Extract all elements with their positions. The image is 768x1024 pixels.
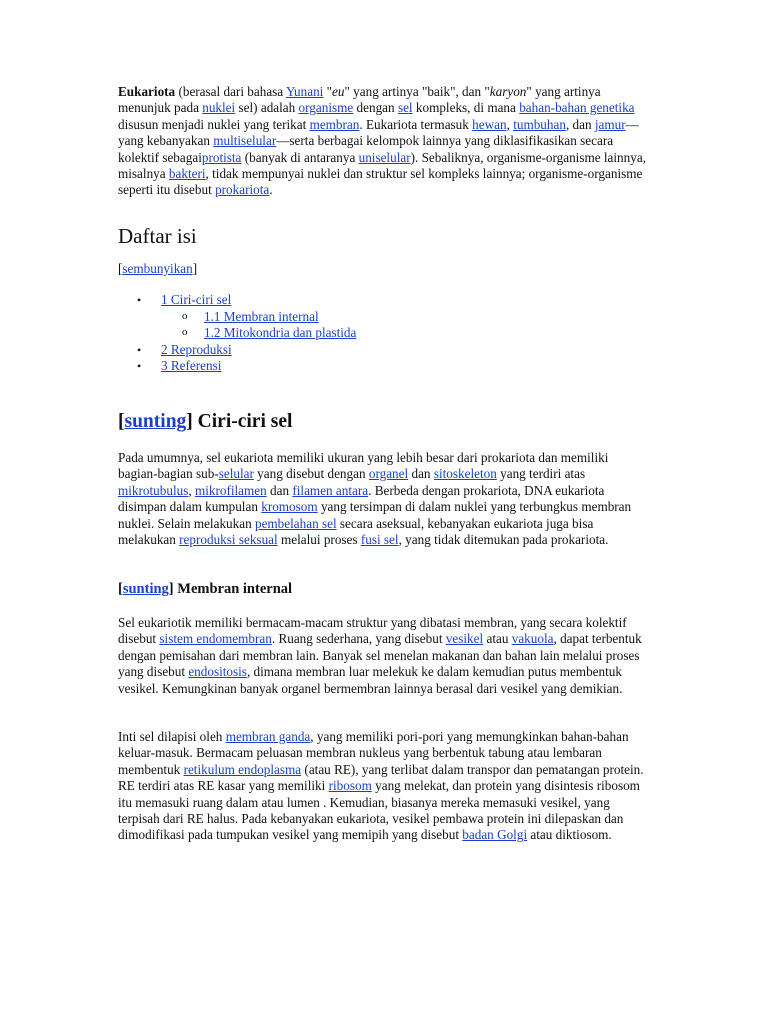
link-kromosom[interactable]: kromosom [261, 499, 318, 515]
toc-toggle: [sembunyikan] [118, 261, 198, 276]
link-protista[interactable]: protista [201, 149, 242, 165]
link-vakuola[interactable]: vakuola [511, 631, 554, 647]
membran-paragraph-2: Inti sel dilapisi oleh membran ganda, yang memiliki pori-pori yang memungkinkan bahan-bahan keluar-masuk. Bermacam peluasan membran nukleus yang berbentuk tabung atau lembaran membentuk retikulum endoplasma (atau RE), yang terlibat dalam transpor dan pematangan protein. RE terdiri atas RE kasar yang memiliki ribosom yang melekat, dan protein yang disintesis ribosom itu memasuki ruang dalam atau lumen . Kemudian, biasanya mereka memasuki vesikel, yang terpisah dari RE halus. Pada kebanyakan eukariota, vesikel pembawa protein ini dilepaskan dan dimodifikasi pada tumpukan vesikel yang memipih yang disebut badan Golgi atau diktiosom. [118, 729, 644, 843]
link-organisme[interactable]: organisme [298, 100, 354, 116]
link-filamen-antara[interactable]: filamen antara [292, 482, 369, 498]
link-pembelahan-sel[interactable]: pembelahan sel [254, 515, 337, 531]
link-fusi-sel[interactable]: fusi sel [360, 532, 399, 548]
link-vesikel[interactable]: vesikel [445, 631, 484, 647]
toc-title: Daftar isi [118, 224, 197, 248]
link-jamur[interactable]: jamur [594, 116, 626, 132]
link-mikrotubulus[interactable]: mikrotubulus [118, 482, 189, 498]
link-badan-golgi[interactable]: badan Golgi [462, 827, 528, 843]
link-uniselular[interactable]: uniselular [358, 149, 411, 165]
edit-link-membran-internal[interactable]: sunting [122, 581, 169, 597]
table-of-contents [118, 292, 518, 375]
link-membran-ganda[interactable]: membran ganda [225, 729, 311, 744]
link-tumbuhan[interactable]: tumbuhan [513, 116, 566, 132]
link-membran[interactable]: membran [309, 116, 360, 132]
toc-item [118, 342, 518, 359]
toc-link-membran-internal[interactable]: 1.1 Membran internal [204, 308, 319, 324]
membran-paragraph-1: Sel eukariotik memiliki bermacam-macam struktur yang dibatasi membran, yang secara kolektif disebut sistem endomembran. Ruang sederhana, yang disebut vesikel atau vakuola, dapat terbentuk dengan pemisahan dari membran lain. Banyak sel menelan makanan dan bahan lain melalui proses yang disebut endositosis, dimana membran luar melekuk ke dalam kemudian putus membentuk vesikel. Kemungkinan banyak organel bermembran lainnya berasal dari vesikel yang demikian. [118, 615, 642, 696]
toc-item [118, 358, 518, 375]
intro-paragraph: Eukariota (berasal dari bahasa Yunani "eu" yang artinya "baik", dan "karyon" yang artinya menunjuk pada nuklei sel) adalah organisme dengan sel kompleks, di mana bahan-bahan genetika disusun menjadi nuklei yang terikat membran. Eukariota termasuk hewan, tumbuhan, dan jamur—yang kebanyakan multiselular—serta berbagai kelompok lainnya yang diklasifikasikan secara kolektif sebagaiprotista (banyak di antaranya uniselular). Sebaliknya, organisme-organisme lainnya, misalnya bakteri, tidak mempunyai nuklei dan struktur sel kompleks lainnya; organisme-organisme seperti itu disebut prokariota. [118, 84, 646, 198]
link-bahan-genetika[interactable]: bahan-bahan genetika [519, 100, 635, 116]
term-eukariota: Eukariota [118, 84, 176, 99]
link-endositosis[interactable]: endositosis [188, 664, 247, 680]
toc-link-ciri-sel[interactable]: 1 Ciri-ciri sel [161, 292, 232, 307]
toc-link-referensi[interactable]: 3 Referensi [161, 358, 222, 373]
link-ribosom[interactable]: ribosom [328, 778, 372, 794]
section-heading-membran-internal: [sunting] Membran internal [118, 581, 293, 597]
toc-item [118, 309, 518, 326]
link-organel[interactable]: organel [368, 466, 409, 482]
link-sel[interactable]: sel [397, 100, 413, 116]
edit-link-ciri-sel[interactable]: sunting [124, 411, 187, 432]
toc-item [118, 325, 518, 342]
link-nuklei[interactable]: nuklei [202, 100, 236, 116]
ciri-sel-paragraph: Pada umumnya, sel eukariota memiliki ukuran yang lebih besar dari prokariota dan memiliki bagian-bagian sub-selular yang disebut dengan organel dan sitoskeleton yang terdiri atas mikrotubulus, mikrofilamen dan filamen antara. Berbeda dengan prokariota, DNA eukariota disimpan dalam kumpulan kromosom yang tersimpan di dalam nuklei yang terbungkus membran nuklei. Selain melakukan pembelahan sel secara aseksual, kebanyakan eukariota juga bisa melakukan reproduksi seksual melalui proses fusi sel, yang tidak ditemukan pada prokariota. [118, 450, 632, 548]
link-sistem-endomembran[interactable]: sistem endomembran [159, 631, 272, 647]
link-reproduksi-seksual[interactable]: reproduksi seksual [179, 532, 278, 548]
link-selular[interactable]: selular [218, 466, 254, 482]
toc-link-mitokondria[interactable]: 1.2 Mitokondria dan plastida [204, 325, 357, 340]
link-retikulum-endoplasma[interactable]: retikulum endoplasma [183, 761, 302, 777]
link-prokariota[interactable]: prokariota [215, 182, 270, 198]
link-bakteri[interactable]: bakteri [168, 166, 206, 182]
toc-hide-link[interactable]: sembunyikan [122, 261, 193, 276]
toc-link-reproduksi[interactable]: 2 Reproduksi [161, 341, 232, 357]
section-heading-ciri-sel: [sunting] Ciri-ciri sel [118, 411, 293, 432]
link-hewan[interactable]: hewan [472, 116, 507, 132]
toc-item [118, 292, 518, 309]
link-mikrofilamen[interactable]: mikrofilamen [194, 482, 267, 498]
link-yunani[interactable]: Yunani [285, 84, 324, 99]
link-sitoskeleton[interactable]: sitoskeleton [433, 466, 497, 482]
link-multiselular[interactable]: multiselular [213, 133, 277, 149]
